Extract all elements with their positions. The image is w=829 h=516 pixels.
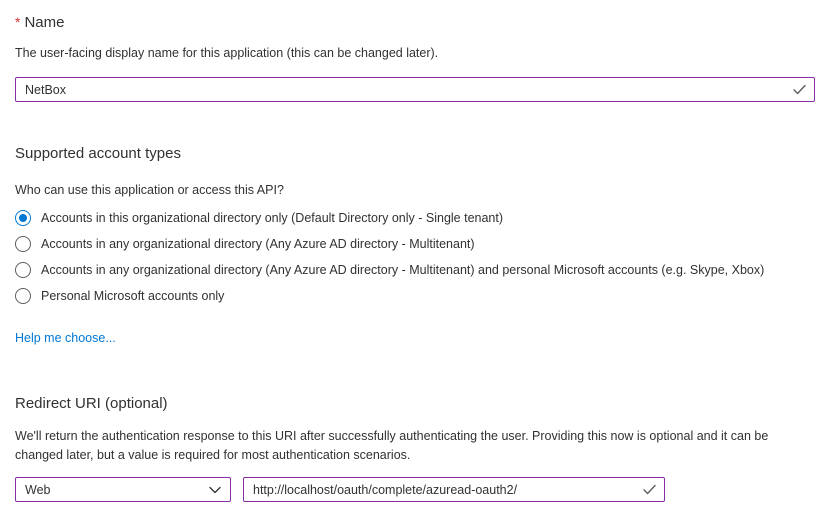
radio-option-multitenant[interactable] xyxy=(15,236,815,252)
redirect-uri-title: Redirect URI (optional) xyxy=(15,395,168,412)
account-types-radio-group xyxy=(15,210,815,304)
radio-option-multitenant-personal[interactable] xyxy=(15,262,815,278)
account-types-question: Who can use this application or access this API? xyxy=(15,183,284,197)
radio-button-icon[interactable] xyxy=(15,288,31,304)
radio-button-icon[interactable] xyxy=(15,210,31,226)
radio-option-label: Accounts in this organizational directory only (Default Directory only - Single tenant) xyxy=(41,211,504,225)
chevron-down-icon xyxy=(209,486,221,493)
required-asterisk: * xyxy=(15,14,21,30)
name-section-title xyxy=(15,12,815,33)
platform-select-value: Web xyxy=(25,482,51,497)
name-title-text: Name xyxy=(24,14,65,31)
app-name-field xyxy=(15,77,815,102)
radio-button-icon[interactable] xyxy=(15,236,31,252)
radio-option-label: Accounts in any organizational directory (Any Azure AD directory - Multitenant) xyxy=(41,237,475,251)
radio-option-label: Personal Microsoft accounts only xyxy=(41,289,225,303)
radio-option-label: Accounts in any organizational directory (Any Azure AD directory - Multitenant) and personal Microsoft accounts (e.g. Skype, Xbox) xyxy=(41,263,765,277)
radio-option-single-tenant[interactable] xyxy=(15,210,815,226)
name-description: The user-facing display name for this application (this can be changed later). xyxy=(15,46,439,60)
radio-option-personal-only[interactable] xyxy=(15,288,815,304)
app-name-input[interactable] xyxy=(16,78,814,101)
redirect-uri-field xyxy=(243,477,665,502)
radio-button-icon[interactable] xyxy=(15,262,31,278)
redirect-uri-row xyxy=(15,477,815,502)
platform-select-dropdown[interactable] xyxy=(15,477,231,502)
redirect-uri-input[interactable] xyxy=(244,478,664,501)
help-me-choose-link[interactable]: Help me choose... xyxy=(15,331,116,345)
account-types-title: Supported account types xyxy=(15,145,181,162)
redirect-uri-description: We'll return the authentication response to this URI after successfully authenticating the user. Providing this now is optional and it can be changed later, but a value is required for most authentication scenarios. xyxy=(15,429,769,462)
